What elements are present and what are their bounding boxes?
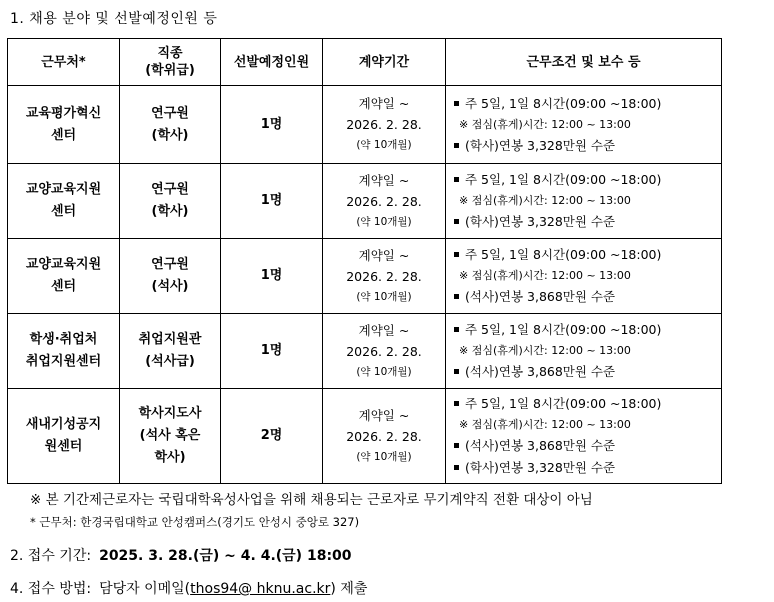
count-cell: 2명	[221, 389, 323, 484]
section-1-title: 1. 채용 분야 및 선발예정인원 등	[10, 11, 218, 27]
period-cell-line: 2026. 2. 28.	[346, 428, 422, 444]
table-row	[8, 314, 722, 389]
period-cell	[323, 389, 446, 484]
application-method	[10, 578, 367, 598]
count-cell: 1명	[221, 86, 323, 164]
period-cell-line: 계약일 ~	[358, 172, 410, 188]
workplace-cell-line: 취업지원센터	[25, 354, 102, 369]
square-bullet-icon	[454, 143, 459, 148]
conditions-cell	[446, 239, 722, 314]
table-row	[8, 86, 722, 164]
job-cell-line: (학사)	[151, 127, 189, 143]
job-cell	[120, 389, 221, 484]
break-time-note: ※ 점심(휴게)시간: 12:00 ~ 13:00	[459, 269, 631, 282]
job-cell	[120, 239, 221, 314]
header-job-line2: (학위급)	[145, 63, 195, 78]
period-cell	[323, 314, 446, 389]
condition-bullet	[454, 393, 721, 415]
period-note: (약 10개월)	[356, 215, 412, 228]
count-cell: 1명	[221, 314, 323, 389]
break-time-note: ※ 점심(휴게)시간: 12:00 ~ 13:00	[459, 418, 631, 431]
job-cell-line: 취업지원관	[138, 332, 202, 347]
square-bullet-icon	[454, 252, 459, 257]
table-row	[8, 239, 722, 314]
square-bullet-icon	[454, 443, 459, 448]
condition-text: 주 5일, 1일 8시간(09:00 ~18:00)	[465, 172, 662, 187]
square-bullet-icon	[454, 101, 459, 106]
condition-text: 주 5일, 1일 8시간(09:00 ~18:00)	[465, 95, 662, 111]
job-cell	[120, 86, 221, 164]
condition-text: (학사)연봉 3,328만원 수준	[465, 214, 616, 229]
break-time-note: ※ 점심(휴게)시간: 12:00 ~ 13:00	[459, 194, 631, 207]
conditions-cell	[446, 314, 722, 389]
job-cell-line: (석사급)	[145, 354, 195, 369]
square-bullet-icon	[454, 177, 459, 182]
square-bullet-icon	[454, 401, 459, 406]
period-note: (약 10개월)	[356, 139, 412, 151]
condition-bullet	[454, 135, 721, 157]
job-cell	[120, 314, 221, 389]
condition-bullet	[454, 435, 721, 457]
condition-bullet	[454, 286, 721, 308]
condition-text: 주 5일, 1일 8시간(09:00 ~18:00)	[465, 322, 662, 337]
count-cell: 1명	[221, 164, 323, 239]
workplace-cell-line: 원센터	[44, 439, 83, 454]
period-note: (약 10개월)	[356, 365, 412, 378]
period-cell-line: 계약일 ~	[358, 407, 410, 423]
period-cell	[323, 86, 446, 164]
square-bullet-icon	[454, 465, 459, 470]
condition-bullet	[454, 169, 721, 191]
workplace-cell-line: 교양교육지원	[25, 257, 102, 272]
job-cell-line: 연구원	[151, 257, 189, 272]
condition-bullet	[454, 319, 721, 341]
conditions-cell	[446, 86, 722, 164]
table-row	[8, 389, 722, 484]
workplace-cell	[8, 164, 120, 239]
job-cell-line: (석사 혹은	[139, 428, 201, 443]
period-cell-line: 2026. 2. 28.	[346, 268, 422, 284]
application-method-label: 4. 접수 방법:	[10, 581, 92, 597]
header-job-line1: 직종	[157, 46, 183, 61]
workplace-cell	[8, 239, 120, 314]
condition-text: (석사)연봉 3,868만원 수준	[465, 289, 616, 304]
application-method-value	[99, 581, 367, 597]
application-method-suffix: ) 제출	[330, 581, 368, 597]
table-row	[8, 164, 722, 239]
workplace-cell-line: 교육평가혁신	[25, 105, 102, 121]
condition-bullet	[454, 93, 721, 115]
header-job	[120, 39, 221, 86]
workplace-cell	[8, 314, 120, 389]
condition-bullet	[454, 211, 721, 233]
period-cell-line: 계약일 ~	[358, 322, 410, 338]
break-time-note: ※ 점심(휴게)시간: 12:00 ~ 13:00	[459, 117, 631, 131]
conditions-cell	[446, 164, 722, 239]
job-cell-line: (석사)	[151, 279, 189, 294]
condition-text: (학사)연봉 3,328만원 수준	[465, 137, 616, 153]
table-header-row	[8, 39, 722, 86]
contact-email-link[interactable]: thos94@ hknu.ac.kr	[190, 581, 331, 597]
application-period	[10, 545, 352, 565]
fixed-term-note: ※ 본 기간제근로자는 국립대학육성사업을 위해 채용되는 근로자로 무기계약직 전환 대상이 아님	[30, 492, 593, 508]
count-cell: 1명	[221, 239, 323, 314]
application-method-prefix: 담당자 이메일(	[99, 581, 191, 597]
condition-bullet	[454, 244, 721, 266]
workplace-cell	[8, 389, 120, 484]
period-note: (약 10개월)	[356, 450, 412, 463]
job-cell-line: (학사)	[151, 204, 189, 219]
condition-text: (학사)연봉 3,328만원 수준	[465, 460, 616, 475]
condition-text: (석사)연봉 3,868만원 수준	[465, 438, 616, 453]
header-conditions: 근무조건 및 보수 등	[446, 39, 722, 86]
workplace-note: * 근무처: 한경국립대학교 안성캠퍼스(경기도 안성시 중앙로 327)	[30, 515, 360, 529]
square-bullet-icon	[454, 294, 459, 299]
job-cell	[120, 164, 221, 239]
period-cell	[323, 164, 446, 239]
square-bullet-icon	[454, 327, 459, 332]
break-time-note: ※ 점심(휴게)시간: 12:00 ~ 13:00	[459, 344, 631, 357]
period-note: (약 10개월)	[356, 290, 412, 303]
application-period-label: 2. 접수 기간:	[10, 548, 92, 564]
period-cell-line: 2026. 2. 28.	[346, 117, 422, 132]
job-cell-line: 연구원	[151, 182, 189, 197]
workplace-cell-line: 센터	[50, 279, 77, 294]
workplace-cell	[8, 86, 120, 164]
header-period: 계약기간	[323, 39, 446, 86]
job-cell-line: 연구원	[151, 105, 189, 121]
workplace-cell-line: 새내기성공지	[25, 417, 102, 432]
period-cell-line: 2026. 2. 28.	[346, 193, 422, 209]
header-count: 선발예정인원	[221, 39, 323, 86]
recruitment-table	[7, 38, 722, 484]
workplace-cell-line: 학생·취업처	[29, 332, 98, 347]
workplace-cell-line: 센터	[50, 204, 77, 219]
condition-bullet	[454, 361, 721, 383]
workplace-cell-line: 교양교육지원	[25, 182, 102, 197]
period-cell-line: 2026. 2. 28.	[346, 343, 422, 359]
square-bullet-icon	[454, 369, 459, 374]
condition-bullet	[454, 457, 721, 479]
square-bullet-icon	[454, 219, 459, 224]
header-workplace: 근무처*	[8, 39, 120, 86]
condition-text: 주 5일, 1일 8시간(09:00 ~18:00)	[465, 396, 662, 411]
period-cell-line: 계약일 ~	[358, 247, 410, 263]
period-cell-line: 계약일 ~	[358, 96, 410, 111]
period-cell	[323, 239, 446, 314]
application-period-value: 2025. 3. 28.(금) ~ 4. 4.(금) 18:00	[99, 548, 352, 564]
job-cell-line: 학사지도사	[138, 406, 202, 421]
job-cell-line: 학사)	[154, 450, 186, 465]
condition-text: 주 5일, 1일 8시간(09:00 ~18:00)	[465, 247, 662, 262]
conditions-cell	[446, 389, 722, 484]
workplace-cell-line: 센터	[50, 127, 77, 143]
condition-text: (석사)연봉 3,868만원 수준	[465, 364, 616, 379]
